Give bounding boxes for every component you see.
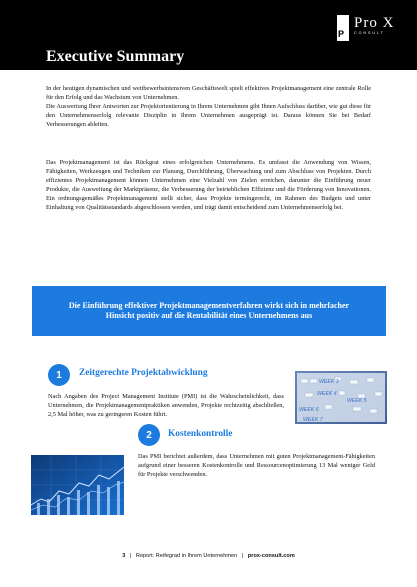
financial-chart-photo [31,455,124,515]
footer-separator: | [129,553,132,559]
section-title-timely-delivery: Zeitgerechte Projektabwicklung [79,368,208,378]
brand-name: Pro X [354,15,395,31]
website-link[interactable]: prox-consult.com [247,553,295,559]
header-bar [0,0,417,70]
section-title-cost-control: Kostenkontrolle [168,429,233,439]
callout-text: Die Einführung effektiver Projektmanagementverfahren wirkt sich in mehrfacher Hinsicht positiv auf die Rentabilität eines Unternehmens aus [68,300,350,320]
section-text-cost-control: Das PMI berichtet außerdem, dass Unternehmen mit guten Projektmanagement-Fähigkeiten aufgrund einer besseren Kostenkontrolle und Ressourcenoptimierung 13 Mal weniger Geld für Projekte verschwenden. [138,453,375,479]
wall-label: WEEK 3 [319,379,339,385]
callout-box [32,286,386,336]
section-number-badge: 1 [48,364,70,386]
wall-label: WEEK 5 [347,398,367,404]
section-text-timely-delivery: Nach Angaben des Project Management Institute (PMI) ist die Wahrscheinlichkeit, dass Unternehmen, die Projektmanagementpraktiken anwenden, Projekte rechtzeitig abschließen, 2,5 Mal höher, was zu geringeren Kosten führt. [48,393,284,419]
report-name: Report: Reifegrad in Ihrem Unternehmen [135,553,238,559]
section-number-badge: 2 [138,424,160,446]
page-footer [0,553,417,559]
brand-tagline: CONSULT [354,31,385,35]
brand-logo [337,15,394,41]
wall-label: WEEK 6 [299,407,319,413]
wall-label: WEEK 7 [303,417,323,423]
whiteboard-photo [295,371,387,424]
wall-label: WEEK 4 [317,391,337,397]
intro-sentence-2: Die Auswertung Ihrer Antworten zur Projektorientierung in Ihrem Unternehmen gibt Ihnen Aufschluss darüber, wie gut diese für den Unternehmenserfolg relevante Disziplin in Ihrem Unternehmen ausgeprägt ist. Daraus können Sie bei Bedarf Verbesserungen ableiten. [46,103,371,129]
logo-mark [337,15,349,41]
page-number: 3 [122,553,126,559]
logo-mark-letter: P [338,29,345,39]
footer-separator: | [241,553,244,559]
intro-paragraph-2: Das Projektmanagement ist das Rückgrat eines erfolgreichen Unternehmens. Es umfasst die Anwendung von Wissen, Fähigkeiten, Werkzeugen und Techniken zur Planung, Durchführung, Überwachung und zum Abschluss von Projekten. Durch effizientes Projektmanagement können Unternehmen eine Vielzahl von Zielen erreichen, darunter die Einführung neuer Produkte, die Ausweitung der Marktpräsenz, die Verbesserung der betrieblichen Effizienz und die Förderung von Innovationen. Ein ordnungsgemäßes Projektmanagement stellt sicher, dass Projekte termingerecht, im Rahmen des Budgets und unter Einhaltung von Qualitätsstandards abgeschlossen werden, und trägt damit entscheidend zum Unternehmenserfolg bei. [46,159,371,212]
intro-sentence-1: In der heutigen dynamischen und wettbewerbsintensiven Geschäftswelt spielt effektives Projektmanagement eine zentrale Rolle für den Erfolg und das Wachstum von Unternehmen. [46,85,371,102]
intro-paragraph-1 [46,84,371,129]
page-title: Executive Summary [46,48,185,65]
